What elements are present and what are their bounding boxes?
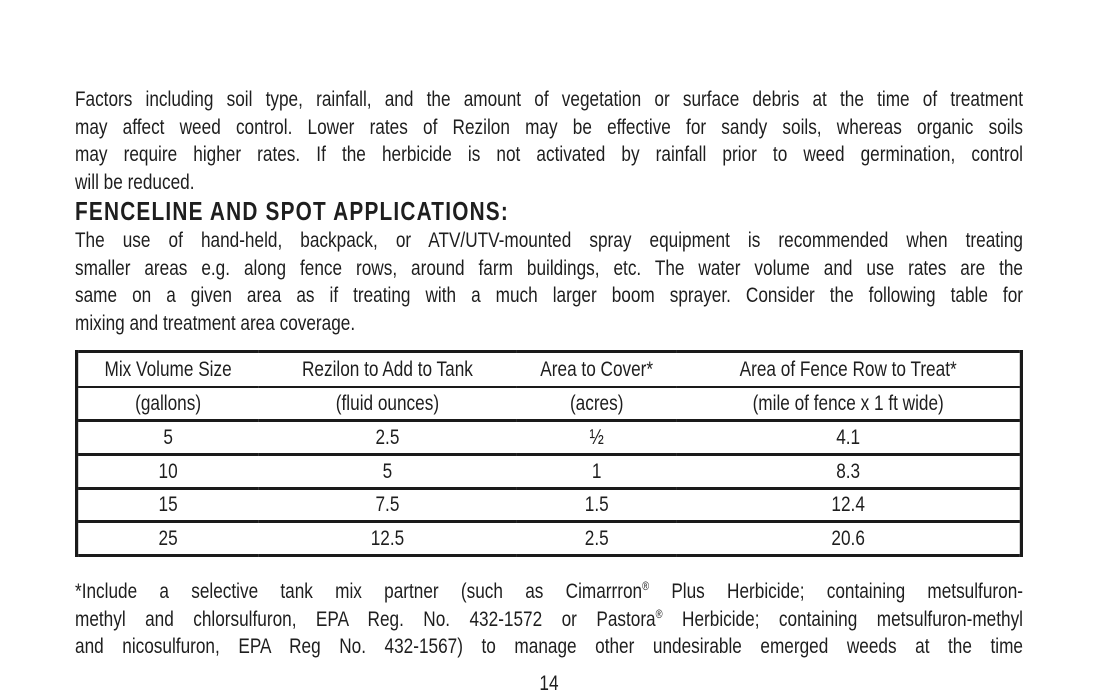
footnote-text: Herbicide; containing metsulfuron-methyl [662, 606, 1023, 631]
text-line: and nicosulfuron, EPA Reg No. 432-1567) to manage other undesirable emerged weeds at the time [75, 634, 1023, 658]
text-line [75, 578, 1023, 606]
table-row [77, 421, 1022, 455]
text-line: will be reduced. [75, 169, 195, 194]
column-unit: (acres) [517, 387, 677, 421]
column-header: Area to Cover* [517, 352, 677, 388]
table-header [77, 352, 1022, 421]
table-cell: 7.5 [258, 488, 517, 522]
table-cell: 20.6 [677, 522, 1022, 556]
text-line: may require higher rates. If the herbicide is not activated by rainfall prior to weed germination, control [75, 142, 1023, 166]
table-row [77, 454, 1022, 488]
table-header-row [77, 352, 1022, 388]
registered-trademark-icon: ® [655, 606, 663, 621]
body-paragraph [75, 227, 1023, 337]
footnote-text: methyl and chlorsulfuron, EPA Reg. No. 432-1572 or Pastora [75, 606, 656, 631]
column-header: Rezilon to Add to Tank [258, 352, 517, 388]
footnote-text: Plus Herbicide; containing metsulfuron- [649, 579, 1023, 603]
column-unit: (gallons) [77, 387, 258, 421]
table-cell: 5 [77, 421, 258, 455]
column-header: Mix Volume Size [77, 352, 258, 388]
table-cell: 1 [517, 454, 677, 488]
column-unit: (fluid ounces) [258, 387, 517, 421]
table-cell: 8.3 [677, 454, 1022, 488]
column-unit: (mile of fence x 1 ft wide) [677, 387, 1022, 421]
footnote [75, 578, 1023, 661]
text-line: same on a given area as if treating with a much larger boom sprayer. Consider the following table for [75, 283, 1023, 307]
table-cell: 5 [258, 454, 517, 488]
table-cell: 1.5 [517, 488, 677, 522]
intro-paragraph [75, 86, 1023, 196]
table-cell: 2.5 [258, 421, 517, 455]
text-line: mixing and treatment area coverage. [75, 310, 356, 335]
table-cell: 4.1 [677, 421, 1022, 455]
registered-trademark-icon: ® [642, 578, 650, 593]
table-row [77, 488, 1022, 522]
table-cell: ½ [517, 421, 677, 455]
table-cell: 2.5 [517, 522, 677, 556]
text-line [75, 606, 1023, 634]
table-cell: 12.4 [677, 488, 1022, 522]
mix-rate-table [75, 350, 1023, 557]
footnote-text: *Include a selective tank mix partner (such as Cimarrron [75, 579, 643, 603]
text-line: The use of hand-held, backpack, or ATV/UTV-mounted spray equipment is recommended when treating [75, 228, 1023, 252]
page-content [75, 86, 1023, 697]
text-line: smaller areas e.g. along fence rows, around farm buildings, etc. The water volume and use rates are the [75, 255, 1023, 280]
page-number: 14 [539, 670, 559, 695]
table-cell: 12.5 [258, 522, 517, 556]
section-heading: FENCELINE AND SPOT APPLICATIONS: [75, 196, 509, 226]
column-header: Area of Fence Row to Treat* [677, 352, 1022, 388]
table-cell: 15 [77, 488, 258, 522]
table-cell: 25 [77, 522, 258, 556]
table-row [77, 522, 1022, 556]
table-cell: 10 [77, 454, 258, 488]
text-line: Factors including soil type, rainfall, and the amount of vegetation or surface debris at the time of treatment [75, 87, 1023, 111]
table-units-row [77, 387, 1022, 421]
text-line: may affect weed control. Lower rates of Rezilon may be effective for sandy soils, whereas organic soils [75, 114, 1023, 139]
